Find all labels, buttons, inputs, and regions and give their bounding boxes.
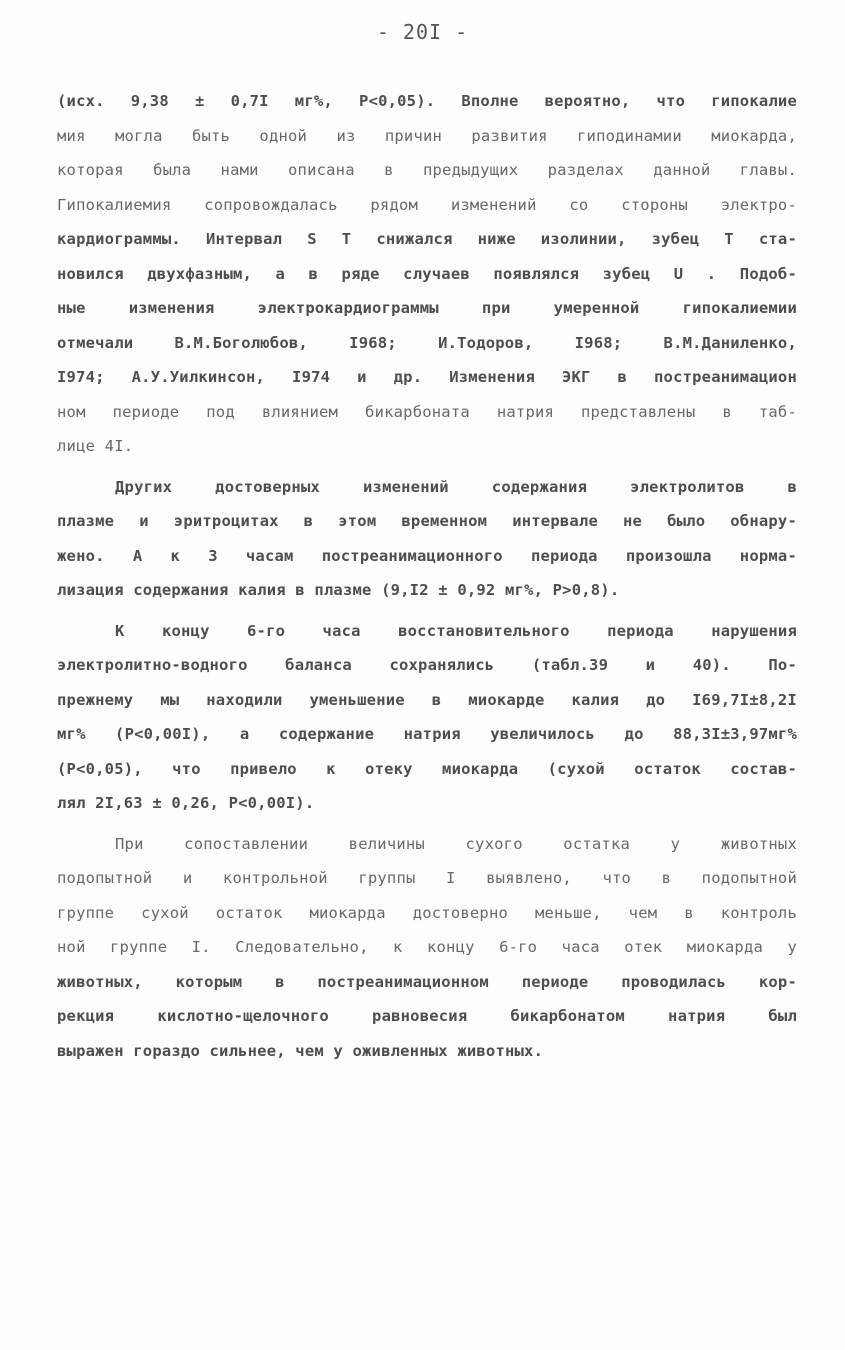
text-line: выражен гораздо сильнее, чем у оживленных животных. [57, 1041, 544, 1060]
text-line: ном периоде под влиянием бикарбоната натрия представлены в таб- [57, 402, 797, 421]
text-line: ной группе I. Следовательно, к концу 6-го часа отек миокарда у [57, 938, 797, 956]
body-text [57, 84, 797, 1074]
page-number: - 20I - [376, 20, 469, 44]
text-line: I974; А.У.Уилкинсон, I974 и др. Изменения ЭКГ в постреанимацион [57, 368, 797, 386]
text-line: мг% (P<0,00I), а содержание натрия увеличилось до 88,3I±3,97мг% [57, 725, 797, 743]
paragraph-1 [57, 84, 797, 464]
text-line: При сопоставлении величины сухого остатка у животных [115, 834, 797, 853]
text-line: подопытной и контрольной группы I выявлено, что в подопытной [57, 869, 797, 887]
text-line: рекция кислотно-щелочного равновесия бикарбонатом натрия был [57, 1007, 797, 1025]
text-line: которая была нами описана в предыдущих разделах данной главы. [57, 161, 797, 179]
text-line: отмечали В.М.Боголюбов, I968; И.Тодоров, I968; В.М.Даниленко, [57, 333, 797, 352]
text-line: электролитно-водного баланса сохранялись (табл.39 и 40). По- [57, 656, 797, 674]
text-line: ные изменения электрокардиограммы при умеренной гипокалиемии [57, 299, 797, 317]
text-line: прежнему мы находили уменьшение в миокарде калия до I69,7I±8,2I [57, 690, 797, 709]
text-line: (P<0,05), что привело к отеку миокарда (сухой остаток состав- [57, 759, 797, 778]
text-line: (исх. 9,38 ± 0,7I мг%, P<0,05). Вполне вероятно, что гипокалие [57, 92, 797, 110]
text-line: жено. А к 3 часам постреанимационного периода произошла норма- [57, 546, 797, 565]
text-line: животных, которым в постреанимационном периоде проводилась кор- [57, 972, 797, 991]
text-line: К концу 6-го часа восстановительного периода нарушения [115, 621, 797, 640]
text-line: лизация содержания калия в плазме (9,I2 ± 0,92 мг%, P>0,8). [57, 581, 620, 599]
text-line: кардиограммы. Интервал S T снижался ниже изолинии, зубец T ста- [57, 230, 797, 248]
text-line: Гипокалиемия сопровождалась рядом изменений со стороны электро- [57, 195, 797, 214]
text-line: мия могла быть одной из причин развития гиподинамии миокарда, [57, 126, 797, 145]
text-line: лял 2I,63 ± 0,26, P<0,00I). [57, 794, 315, 812]
text-line: группе сухой остаток миокарда достоверно меньше, чем в контроль [57, 903, 797, 922]
paragraph-3 [57, 614, 797, 821]
paragraph-4 [57, 827, 797, 1069]
text-line: новился двухфазным, а в ряде случаев появлялся зубец U . Подоб- [57, 264, 797, 283]
text-line: Других достоверных изменений содержания электролитов в [115, 477, 797, 496]
text-line: плазме и эритроцитах в этом временном интервале не было обнару- [57, 512, 797, 530]
paragraph-2 [57, 470, 797, 608]
text-line: лице 4I. [57, 437, 134, 455]
